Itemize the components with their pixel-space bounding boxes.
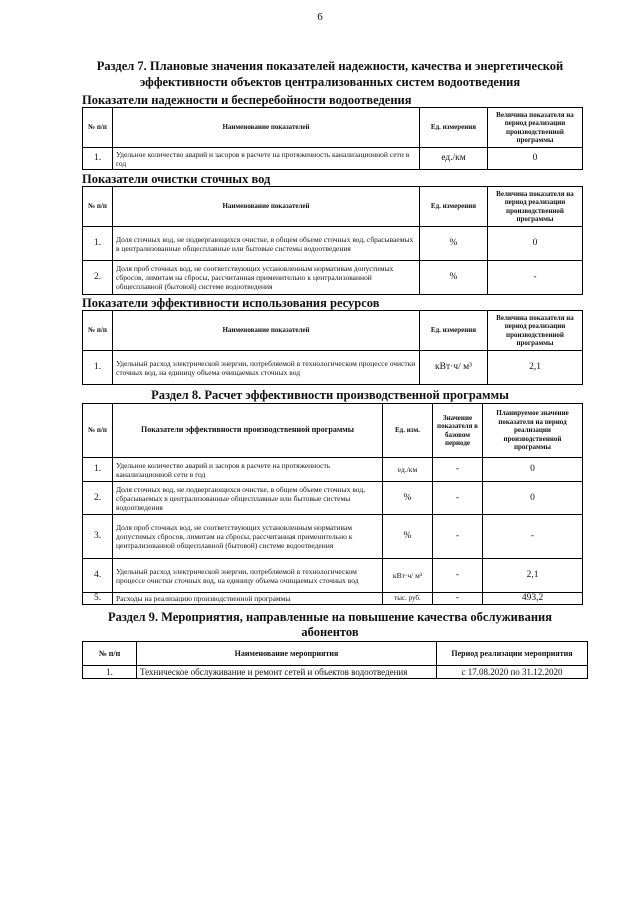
row-unit: кВт·ч/ м³ [420,351,488,385]
header-value: Величина показателя на период реализации производственной программы [488,311,583,351]
header-name: Наименование мероприятия [137,642,437,666]
row-unit: % [420,261,488,295]
section7-title-line1: Раздел 7. Плановые значения показателей надежности, качества и энергетической [96,59,564,73]
row-value: 0 [488,148,583,170]
row-name: Доля сточных вод, не подвергающихся очистке, в общем объеме сточных вод, сбрасываемых в централизованные общесплавные или бытовые системы водоотведения [113,227,420,261]
row-name: Доля проб сточных вод, не соответствующих установленным нормативам допустимых сбросов, лимитам на сбросы, рассчитанная применительно к централизованной общесплавной (бытовой) системе водоотведения [113,515,383,559]
section7-title [60,58,600,90]
table-row [83,666,588,679]
row-num: 1. [83,148,113,170]
header-unit: Ед. измерения [420,187,488,227]
header-num: № п/п [83,108,113,148]
row-value: 0 [488,227,583,261]
row-num: 1. [83,227,113,261]
table-row [83,458,583,482]
row-num: 1. [83,666,137,679]
row-name: Удельный расход электрической энергии, потребляемой в технологическом процессе очистки сточных вод, на единицу объема очищаемых сточных вод [113,559,383,593]
row-num: 1. [83,351,113,385]
header-num: № п/п [83,404,113,458]
row-value: 2,1 [488,351,583,385]
row-base: - [433,559,483,593]
header-plan: Планируемое значение показателя на период реализации производственной программы [483,404,583,458]
header-num: № п/п [83,311,113,351]
row-base: - [433,593,483,605]
header-unit: Ед. изм. [383,404,433,458]
row-name: Доля проб сточных вод, не соответствующих установленным нормативам допустимых сбросов, лимитам на сбросы, рассчитанная применительно к централизованной общесплавной (бытовой) системе водоотведения [113,261,420,295]
header-num: № п/п [83,187,113,227]
row-base: - [433,515,483,559]
header-period: Период реализации мероприятия [437,642,588,666]
row-name: Удельный расход электрической энергии, потребляемой в технологическом процессе очистки сточных вод, на единицу объема очищаемых сточных вод [113,351,420,385]
resources-table [82,310,583,385]
table-header-row [83,404,583,458]
section8-title: Раздел 8. Расчет эффективности производственной программы [151,388,509,402]
row-num: 2. [83,261,113,295]
row-plan: 0 [483,458,583,482]
section8-table [82,403,583,605]
table-header-row [83,187,583,227]
row-num: 2. [83,482,113,515]
header-value: Величина показателя на период реализации производственной программы [488,108,583,148]
row-unit: ед./км [420,148,488,170]
header-value: Величина показателя на период реализации производственной программы [488,187,583,227]
section9-title-line1: Раздел 9. Мероприятия, направленные на повышение качества обслуживания [107,610,553,624]
header-num: № п/п [83,642,137,666]
table-row [83,593,583,605]
row-unit: % [420,227,488,261]
row-name: Доля сточных вод, не подвергающихся очистке, в общем объеме сточных вод, сбрасываемых в централизованные общесплавные или бытовые системы водоотведения [113,482,383,515]
row-base: - [433,458,483,482]
row-unit: тыс. руб. [383,593,433,605]
header-base: Значение показателя в базовом периоде [433,404,483,458]
row-name: Техническое обслуживание и ремонт сетей и объектов водоотведения [137,666,437,679]
row-unit: ед./км [383,458,433,482]
table-row [83,351,583,385]
row-num: 5. [83,593,113,605]
row-num: 1. [83,458,113,482]
section7-title-line2: эффективности объектов централизованных систем водоотведения [139,75,521,89]
table-row [83,515,583,559]
reliability-table [82,107,583,170]
header-name: Наименование показателей [113,311,420,351]
table-row [83,482,583,515]
row-num: 3. [83,515,113,559]
row-unit: % [383,482,433,515]
table-row [83,227,583,261]
header-name: Наименование показателей [113,108,420,148]
header-unit: Ед. измерения [420,108,488,148]
treatment-table [82,186,583,295]
section9-table [82,641,588,679]
row-plan: 493,2 [483,593,583,605]
section9-title-line2: абонентов [301,625,359,639]
row-period: с 17.08.2020 по 31.12.2020 [437,666,588,679]
table-header-row [83,311,583,351]
header-name: Показатели эффективности производственной программы [113,404,383,458]
table-row [83,261,583,295]
header-name: Наименование показателей [113,187,420,227]
row-name: Удельное количество аварий и засоров в расчете на протяженность канализационной сети в год [113,458,383,482]
row-name: Расходы на реализацию производственной программы [113,593,383,605]
table-header-row [83,642,588,666]
row-value: - [488,261,583,295]
row-plan: 2,1 [483,559,583,593]
row-base: - [433,482,483,515]
row-name: Удельное количество аварий и засоров в расчете на протяженность канализационной сети в год [113,148,420,170]
row-plan: - [483,515,583,559]
row-num: 4. [83,559,113,593]
table-row [83,559,583,593]
row-plan: 0 [483,482,583,515]
page-number: 6 [317,11,323,23]
header-unit: Ед. измерения [420,311,488,351]
row-unit: % [383,515,433,559]
row-unit: кВт·ч/ м³ [383,559,433,593]
treatment-subtitle: Показатели очистки сточных вод [82,172,271,186]
table-row [83,148,583,170]
reliability-subtitle: Показатели надежности и бесперебойности водоотведения [82,93,412,107]
section9-title [60,610,600,640]
resources-subtitle: Показатели эффективности использования ресурсов [82,296,380,310]
table-header-row [83,108,583,148]
